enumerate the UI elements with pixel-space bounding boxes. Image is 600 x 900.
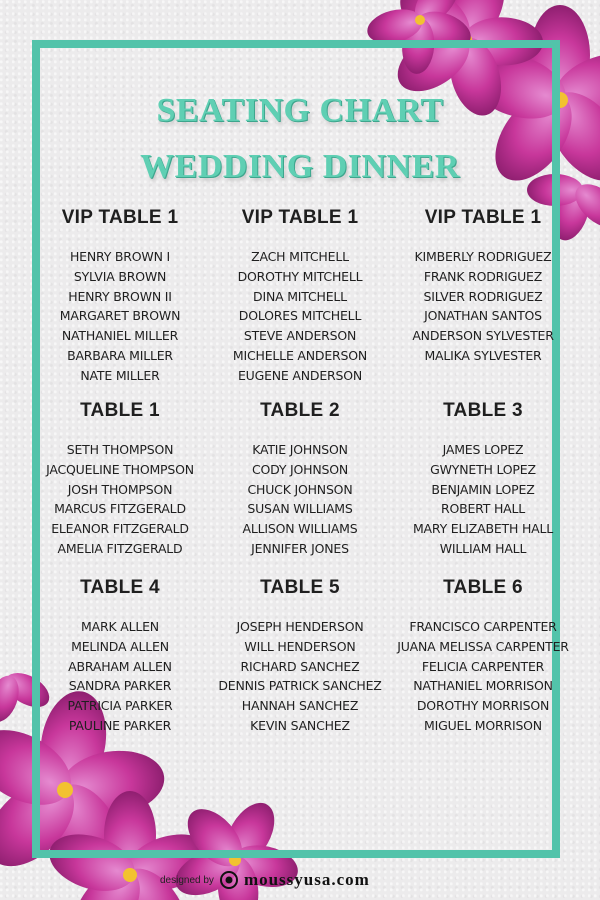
guest-name: GWYNETH LOPEZ xyxy=(430,461,536,477)
guest-name: DOROTHY MITCHELL xyxy=(237,268,363,284)
guest-name: WILLIAM HALL xyxy=(439,540,527,556)
guest-name: HENRY BROWN I xyxy=(69,249,170,264)
guest-name: EUGENE ANDERSON xyxy=(237,367,363,383)
guest-name: ZACH MITCHELL xyxy=(251,249,349,264)
table-heading: TABLE 3 xyxy=(443,400,523,421)
guest-name: HENRY BROWN II xyxy=(68,288,172,304)
guest-name: DOLORES MITCHELL xyxy=(238,308,362,324)
guest-name: NATE MILLER xyxy=(80,367,160,383)
seating-table xyxy=(20,400,220,559)
page-title: SEATING CHART xyxy=(156,92,444,129)
guest-name: PAULINE PARKER xyxy=(68,717,172,733)
table-heading: VIP TABLE 1 xyxy=(424,207,542,228)
guest-name: DOROTHY MORRISON xyxy=(416,698,550,714)
guest-name: SYLVIA BROWN xyxy=(73,268,167,284)
guest-name: JOSH THOMPSON xyxy=(67,481,173,497)
guest-name: KEVIN SANCHEZ xyxy=(250,717,350,733)
seating-table xyxy=(383,207,583,366)
seating-table xyxy=(383,577,583,736)
guest-name: ELEANOR FITZGERALD xyxy=(51,521,189,537)
site-link[interactable]: moussyusa.com xyxy=(243,870,370,889)
guest-name: RICHARD SANCHEZ xyxy=(240,658,360,674)
guest-name: JENNIFER JONES xyxy=(251,540,349,556)
guest-name: JAMES LOPEZ xyxy=(442,442,524,457)
table-heading: TABLE 5 xyxy=(260,577,340,598)
guest-name: MARGARET BROWN xyxy=(59,308,181,324)
guest-name: SUSAN WILLIAMS xyxy=(247,501,353,517)
guest-name: MARY ELIZABETH HALL xyxy=(412,521,554,537)
guest-name: JOSEPH HENDERSON xyxy=(236,619,364,634)
seating-table xyxy=(20,207,220,386)
page-subtitle: WEDDING DINNER xyxy=(140,148,460,185)
table-heading: TABLE 2 xyxy=(260,400,340,421)
guest-name: CODY JOHNSON xyxy=(251,461,349,477)
guest-name: JACQUELINE THOMPSON xyxy=(46,461,194,477)
table-heading: VIP TABLE 1 xyxy=(61,207,179,228)
guest-name: JONATHAN SANTOS xyxy=(424,308,542,324)
guest-name: FELICIA CARPENTER xyxy=(421,658,545,674)
guest-name: ANDERSON SYLVESTER xyxy=(412,328,554,344)
seating-table xyxy=(383,400,583,559)
table-heading: VIP TABLE 1 xyxy=(241,207,359,228)
guest-name: NATHANIEL MILLER xyxy=(61,328,179,344)
guest-name: DENNIS PATRICK SANCHEZ xyxy=(218,678,382,694)
guest-name: STEVE ANDERSON xyxy=(243,328,357,344)
guest-name: SANDRA PARKER xyxy=(68,678,172,694)
guest-name: MIGUEL MORRISON xyxy=(424,717,542,733)
guest-name: MALIKA SYLVESTER xyxy=(424,347,542,363)
guest-name: HANNAH SANCHEZ xyxy=(241,698,359,714)
guest-name: BARBARA MILLER xyxy=(67,347,173,363)
guest-name: KATIE JOHNSON xyxy=(252,442,348,457)
guest-name: SETH THOMPSON xyxy=(66,442,174,457)
guest-name: ALLISON WILLIAMS xyxy=(242,521,358,537)
table-heading: TABLE 4 xyxy=(80,577,160,598)
guest-name: BENJAMIN LOPEZ xyxy=(431,481,535,497)
guest-name: SILVER RODRIGUEZ xyxy=(423,288,543,304)
guest-name: DINA MITCHELL xyxy=(253,288,347,304)
guest-name: MICHELLE ANDERSON xyxy=(232,347,368,363)
guest-name: AMELIA FITZGERALD xyxy=(57,540,183,556)
guest-name: JUANA MELISSA CARPENTER xyxy=(397,638,569,654)
guest-name: ROBERT HALL xyxy=(440,501,526,517)
guest-name: NATHANIEL MORRISON xyxy=(413,678,553,694)
table-heading: TABLE 6 xyxy=(443,577,523,598)
seating-table xyxy=(200,400,400,559)
credit-footer xyxy=(160,868,460,892)
guest-name: KIMBERLY RODRIGUEZ xyxy=(414,249,552,264)
guest-name: WILL HENDERSON xyxy=(244,638,356,654)
guest-name: MELINDA ALLEN xyxy=(71,638,169,654)
guest-name: FRANCISCO CARPENTER xyxy=(409,619,557,634)
table-heading: TABLE 1 xyxy=(80,400,160,421)
guest-name: ABRAHAM ALLEN xyxy=(68,658,172,674)
designed-by-label: designed by xyxy=(160,874,214,886)
guest-name: CHUCK JOHNSON xyxy=(247,481,353,497)
seating-table xyxy=(200,207,400,386)
guest-name: FRANK RODRIGUEZ xyxy=(423,268,543,284)
guest-name: MARCUS FITZGERALD xyxy=(54,501,186,517)
guest-name: PATRICIA PARKER xyxy=(67,698,173,714)
seating-table xyxy=(20,577,220,736)
guest-name: MARK ALLEN xyxy=(81,619,159,634)
brand-logo-icon xyxy=(220,871,238,889)
seating-table xyxy=(200,577,400,736)
